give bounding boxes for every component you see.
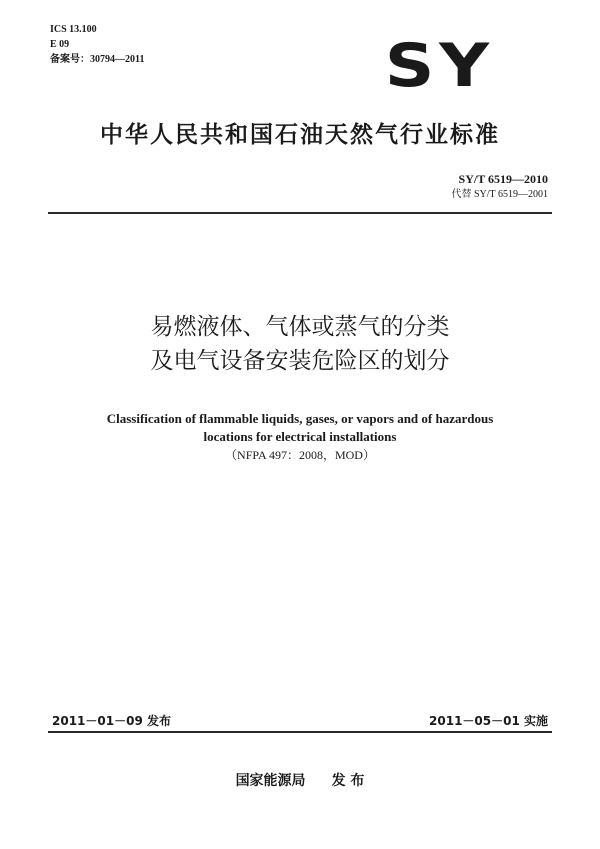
- chinese-title: [0, 310, 600, 378]
- replaces-standard: 代替 SY/T 6519—2001: [451, 189, 548, 200]
- standard-number-block: [452, 170, 549, 202]
- publisher: [0, 770, 600, 790]
- english-title-line-2: locations for electrical installations: [203, 429, 397, 444]
- chinese-title-line-2: 及电气设备安装危险区的划分: [150, 348, 450, 374]
- standard-number: SY/T 6519—2010: [458, 172, 548, 186]
- english-title: [0, 410, 600, 464]
- english-title-line-1: Classification of flammable liquids, gases, or vapors and of hazardous: [106, 411, 494, 426]
- sy-logo: SY: [385, 31, 494, 101]
- ics-code: ICS 13.100: [50, 24, 97, 35]
- adoption-reference: （NFPA 497：2008，MOD）: [225, 448, 375, 462]
- chinese-title-line-1: 易燃液体、气体或蒸气的分类: [150, 314, 450, 340]
- top-divider: [48, 212, 552, 214]
- ccs-code: E 09: [50, 39, 70, 50]
- implementation-date: 2011－05－01 实施: [429, 714, 548, 728]
- issue-date: 2011－01－09 发布: [52, 714, 171, 728]
- standard-category-title: 中华人民共和国石油天然气行业标准: [100, 122, 500, 148]
- publisher-name: 国家能源局: [235, 773, 306, 789]
- filing-number: 备案号：30794—2011: [50, 54, 145, 65]
- bottom-divider: [48, 731, 552, 733]
- classification-info: [50, 22, 144, 67]
- publisher-action: 发 布: [331, 773, 365, 789]
